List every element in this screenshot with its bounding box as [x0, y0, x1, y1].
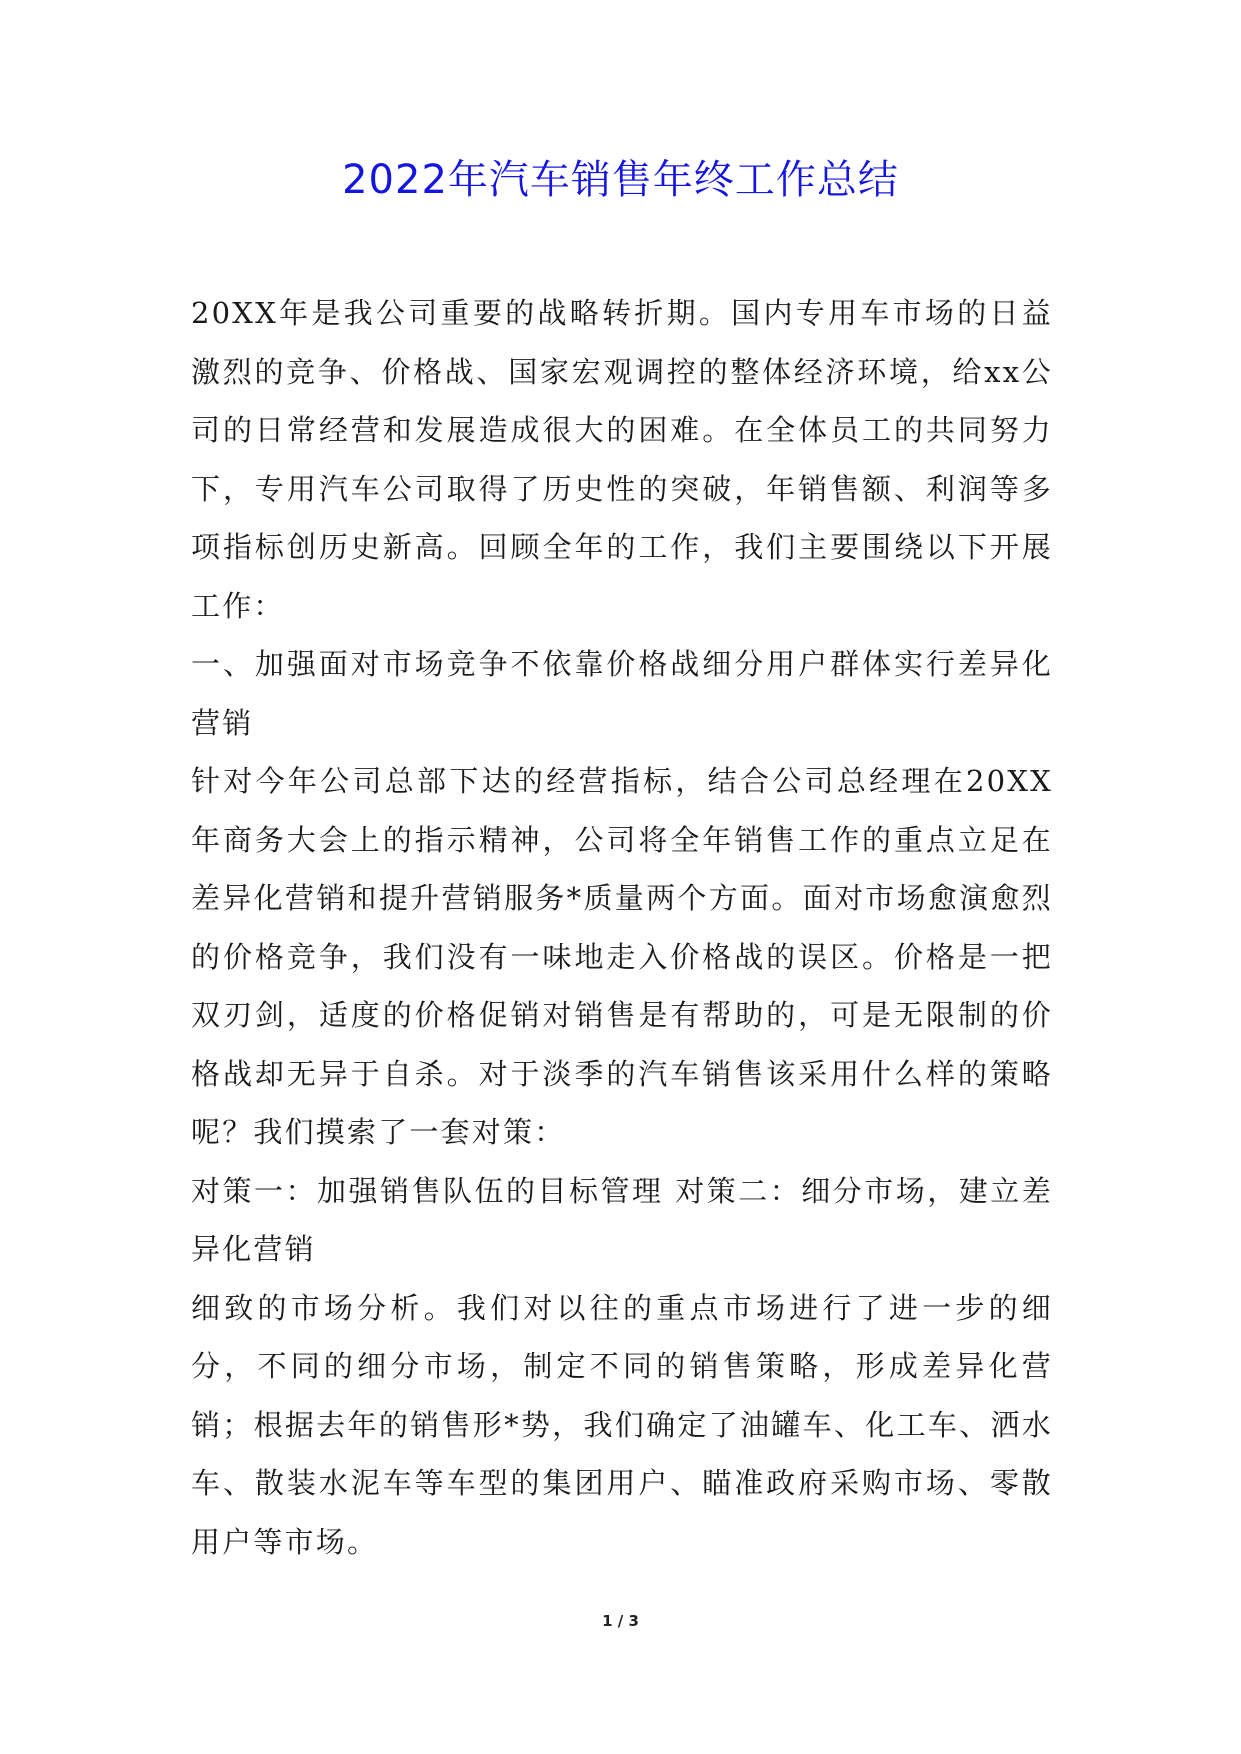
- document-title: 2022年汽车销售年终工作总结: [342, 157, 899, 203]
- document-body: [191, 284, 1053, 1571]
- paragraph-strategy: 针对今年公司总部下达的经营指标，结合公司总经理在20XX年商务大会上的指示精神，公司将全年销售工作的重点立足在差异化营销和提升营销服务*质量两个方面。面对市场愈演愈烈的价格竞争，我们没有一味地走入价格战的误区。价格是一把双刃剑，适度的价格促销对销售是有帮助的，可是无限制的价格战却无异于自杀。对于淡季的汽车销售该采用什么样的策略呢？我们摸索了一套对策：: [191, 764, 1053, 1149]
- paragraph-market-analysis: 细致的市场分析。我们对以往的重点市场进行了进一步的细分，不同的细分市场，制定不同的销售策略，形成差异化营销；根据去年的销售形*势，我们确定了油罐车、化工车、洒水车、散装水泥车等车型的集团用户、瞄准政府采购市场、零散用户等市场。: [191, 1290, 1053, 1559]
- section-heading-1: 一、加强面对市场竞争不依靠价格战细分用户群体实行差异化营销: [191, 647, 1053, 740]
- paragraph-intro: 20XX年是我公司重要的战略转折期。国内专用车市场的日益激烈的竞争、价格战、国家宏观调控的整体经济环境，给xx公司的日常经营和发展造成很大的困难。在全体员工的共同努力下，专用汽车公司取得了历史性的突破，年销售额、利润等多项指标创历史新高。回顾全年的工作，我们主要围绕以下开展工作：: [191, 296, 1053, 623]
- paragraph-countermeasures: 对策一：加强销售队伍的目标管理 对策二：细分市场，建立差异化营销: [191, 1173, 1053, 1266]
- page-number: 1 / 3: [602, 1612, 639, 1630]
